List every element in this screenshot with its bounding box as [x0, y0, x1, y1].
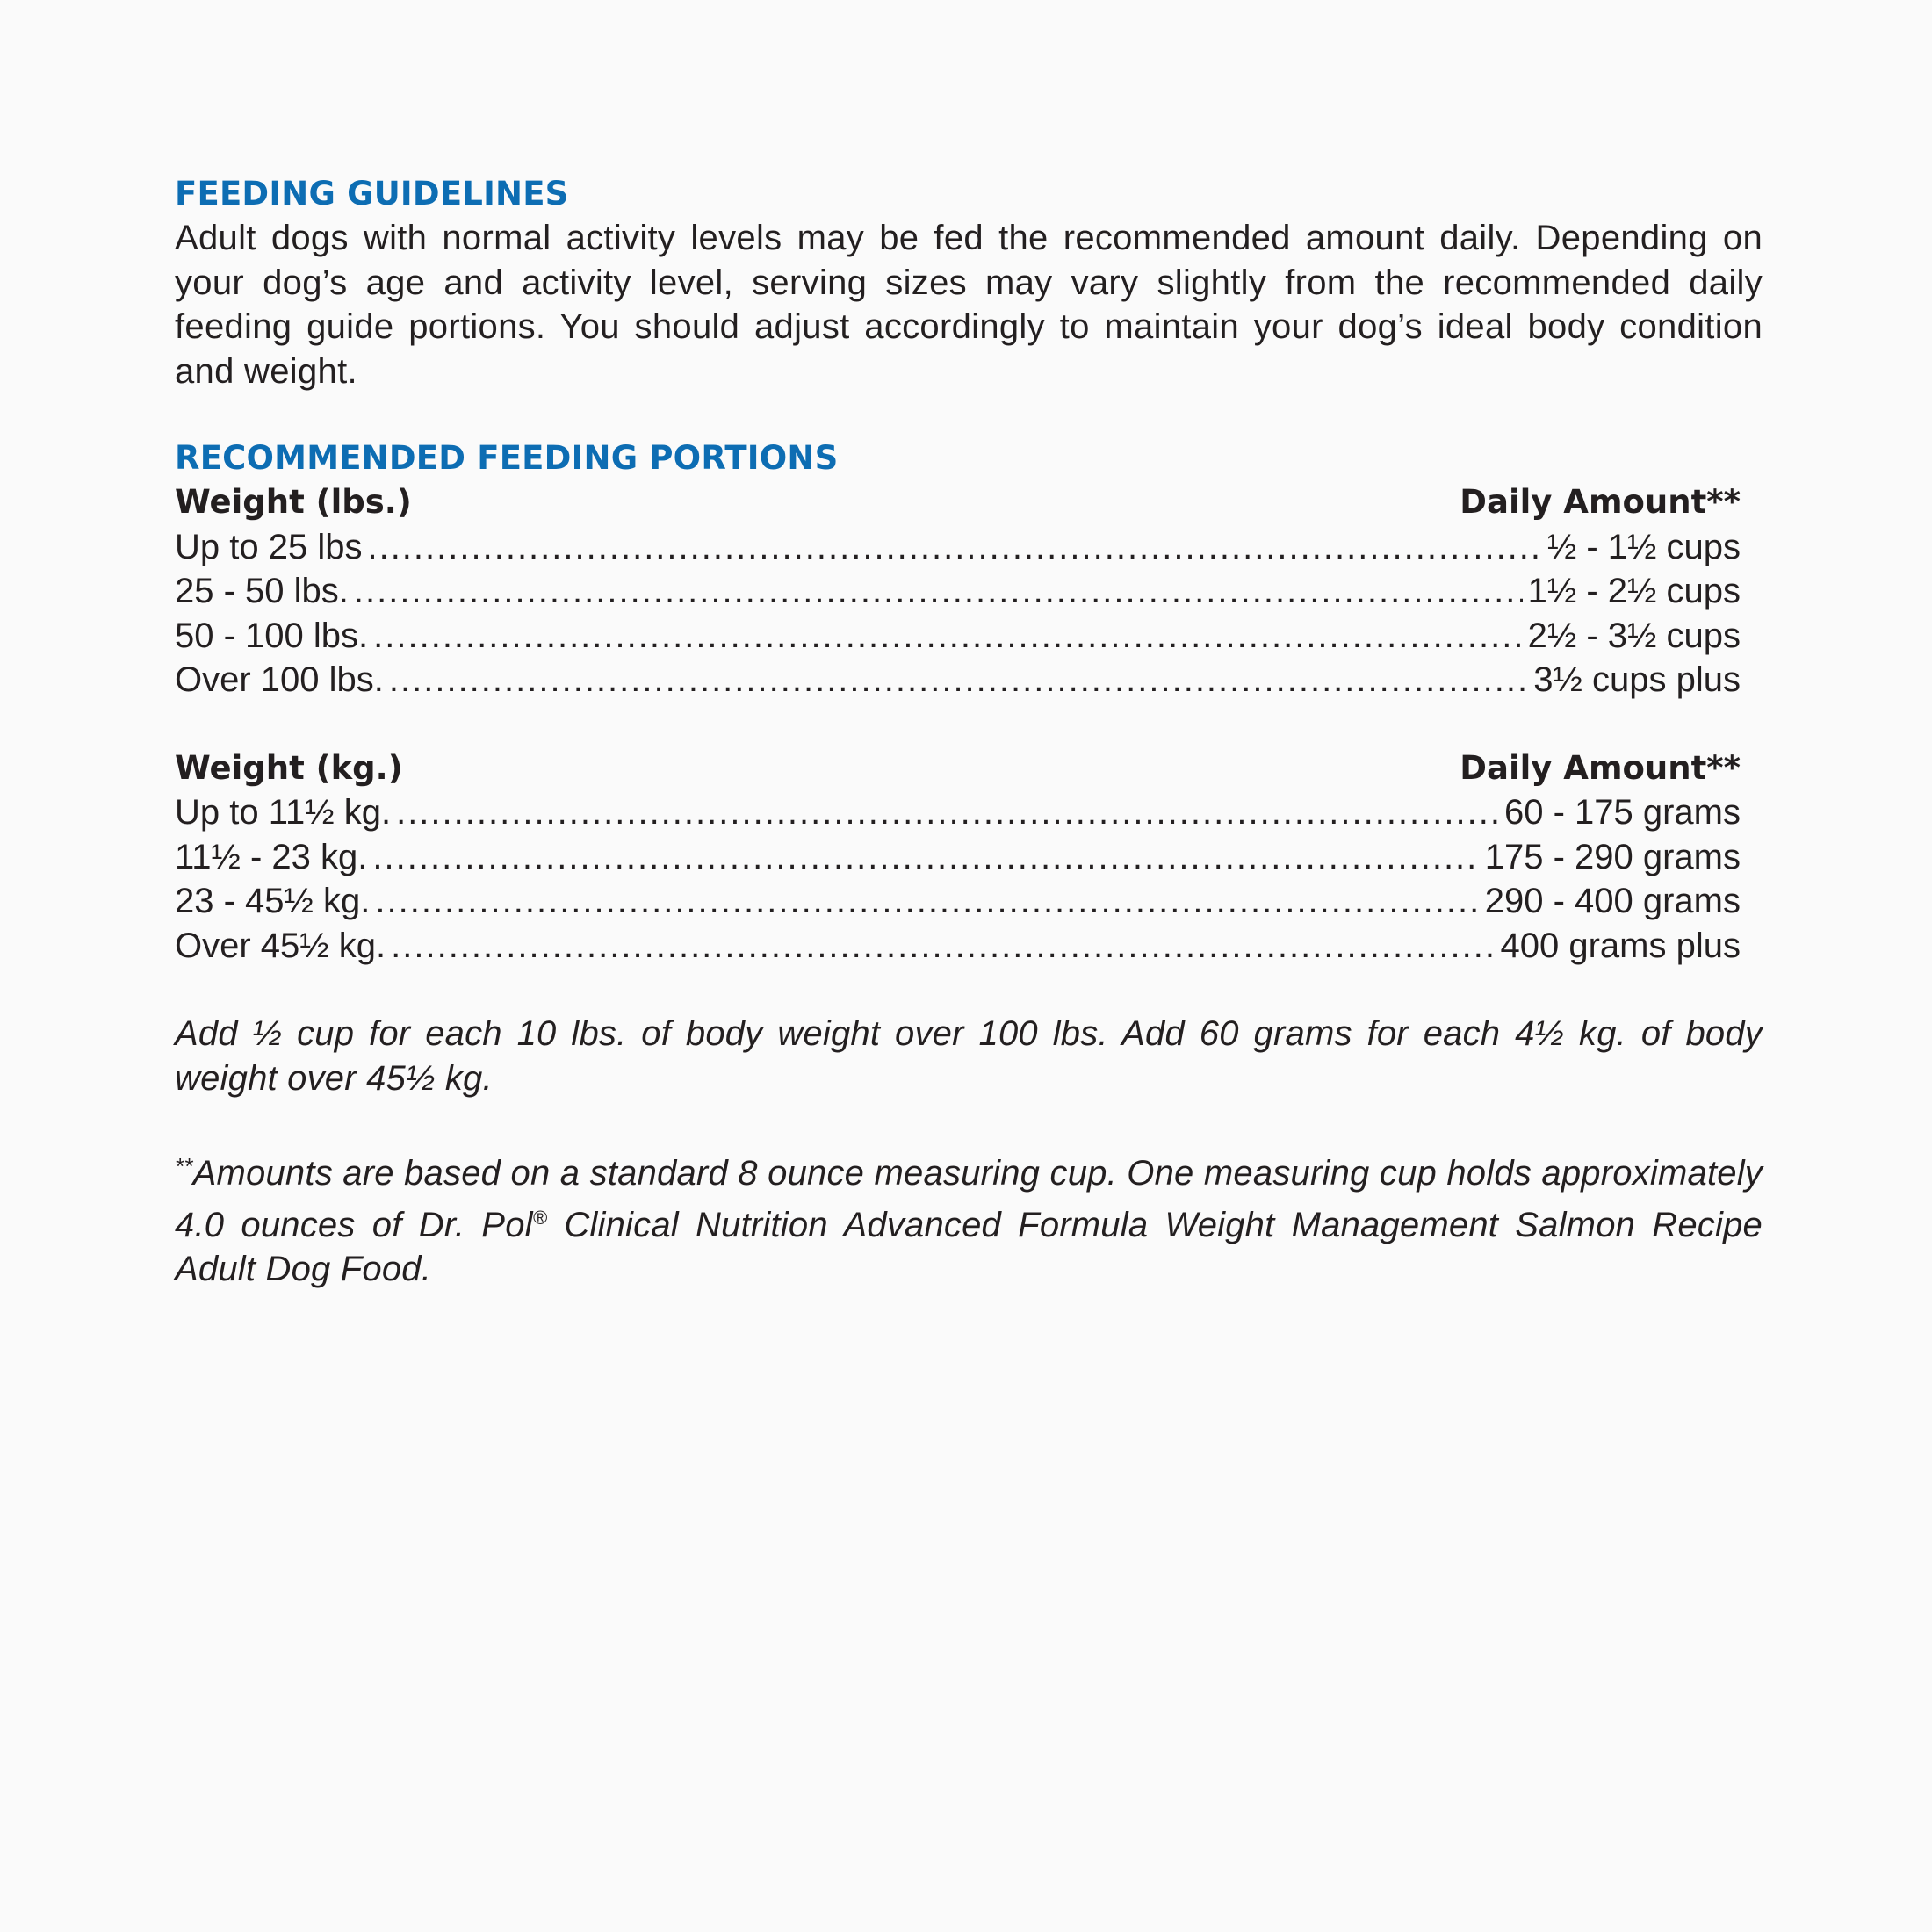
dot-leader: [354, 569, 1523, 614]
registered-mark: ®: [532, 1206, 548, 1229]
weight-value: 23 - 45½ kg.: [175, 882, 371, 920]
daily-amount-header: Daily Amount**: [1460, 483, 1741, 521]
dot-leader: [396, 790, 1499, 835]
footnote-text-start: Amounts are based on a standard 8 ounce measuring cup. One measuring cup holds approximately 4.0 ounces of Dr. Pol: [175, 1154, 1763, 1244]
dot-leader: [367, 525, 1541, 570]
amount-value: ½ - 1½ cups: [1546, 527, 1741, 566]
amount-value: 175 - 290 grams: [1484, 837, 1741, 876]
feeding-guidelines-heading: FEEDING GUIDELINES: [175, 175, 569, 213]
weight-value: 50 - 100 lbs.: [175, 616, 369, 655]
table-row: [175, 658, 1741, 703]
amount-value: 400 grams plus: [1500, 926, 1741, 965]
metric-portions-table: [175, 746, 1741, 969]
metric-table-header: [175, 746, 1741, 791]
daily-amount-header: Daily Amount**: [1460, 748, 1741, 787]
weight-value: Up to 25 lbs: [175, 527, 363, 566]
imperial-portions-table: [175, 480, 1741, 703]
weight-value: 11½ - 23 kg.: [175, 837, 368, 876]
imperial-table-header: [175, 480, 1741, 525]
table-row: [175, 879, 1741, 924]
feeding-guidelines-text: Adult dogs with normal activity levels may be fed the recommended amount daily. Depending on your dog’s age and activity level, serving sizes may vary slightly from the recommended daily feeding guide portions. You should adjust accordingly to maintain your dog’s ideal body condition and weight.: [175, 219, 1763, 391]
table-row: [175, 835, 1741, 880]
dot-leader: [389, 658, 1528, 703]
amount-value: 3½ cups plus: [1533, 660, 1741, 699]
footnote-marker: **: [175, 1153, 193, 1179]
dot-leader: [372, 835, 1479, 880]
weight-lbs-header: Weight (lbs.): [175, 483, 412, 521]
table-row: [175, 614, 1741, 659]
recommended-portions-heading: RECOMMENDED FEEDING PORTIONS: [175, 439, 839, 477]
amount-value: 290 - 400 grams: [1484, 882, 1741, 920]
table-row: [175, 525, 1741, 570]
weight-kg-header: Weight (kg.): [175, 748, 403, 787]
dot-leader: [373, 614, 1522, 659]
dot-leader: [375, 879, 1479, 924]
amount-value: 60 - 175 grams: [1503, 793, 1741, 832]
dot-leader: [391, 924, 1495, 969]
amount-value: 2½ - 3½ cups: [1527, 616, 1741, 655]
feeding-info-panel: [175, 172, 1763, 1292]
table-row: [175, 924, 1741, 969]
footnote-text-end: Clinical Nutrition Advanced Formula Weight Management Salmon Recipe Adult Dog Food.: [175, 1205, 1763, 1288]
weight-value: Over 100 lbs.: [175, 660, 384, 699]
additional-feeding-note: Add ½ cup for each 10 lbs. of body weight over 100 lbs. Add 60 grams for each 4½ kg. of body weight over 45½ kg.: [175, 1014, 1763, 1098]
table-row: [175, 569, 1741, 614]
weight-value: Over 45½ kg.: [175, 926, 386, 965]
table-row: [175, 790, 1741, 835]
measuring-cup-footnote: [175, 1144, 1763, 1292]
amount-value: 1½ - 2½ cups: [1527, 572, 1741, 610]
weight-value: 25 - 50 lbs.: [175, 572, 349, 610]
weight-value: Up to 11½ kg.: [175, 793, 392, 832]
